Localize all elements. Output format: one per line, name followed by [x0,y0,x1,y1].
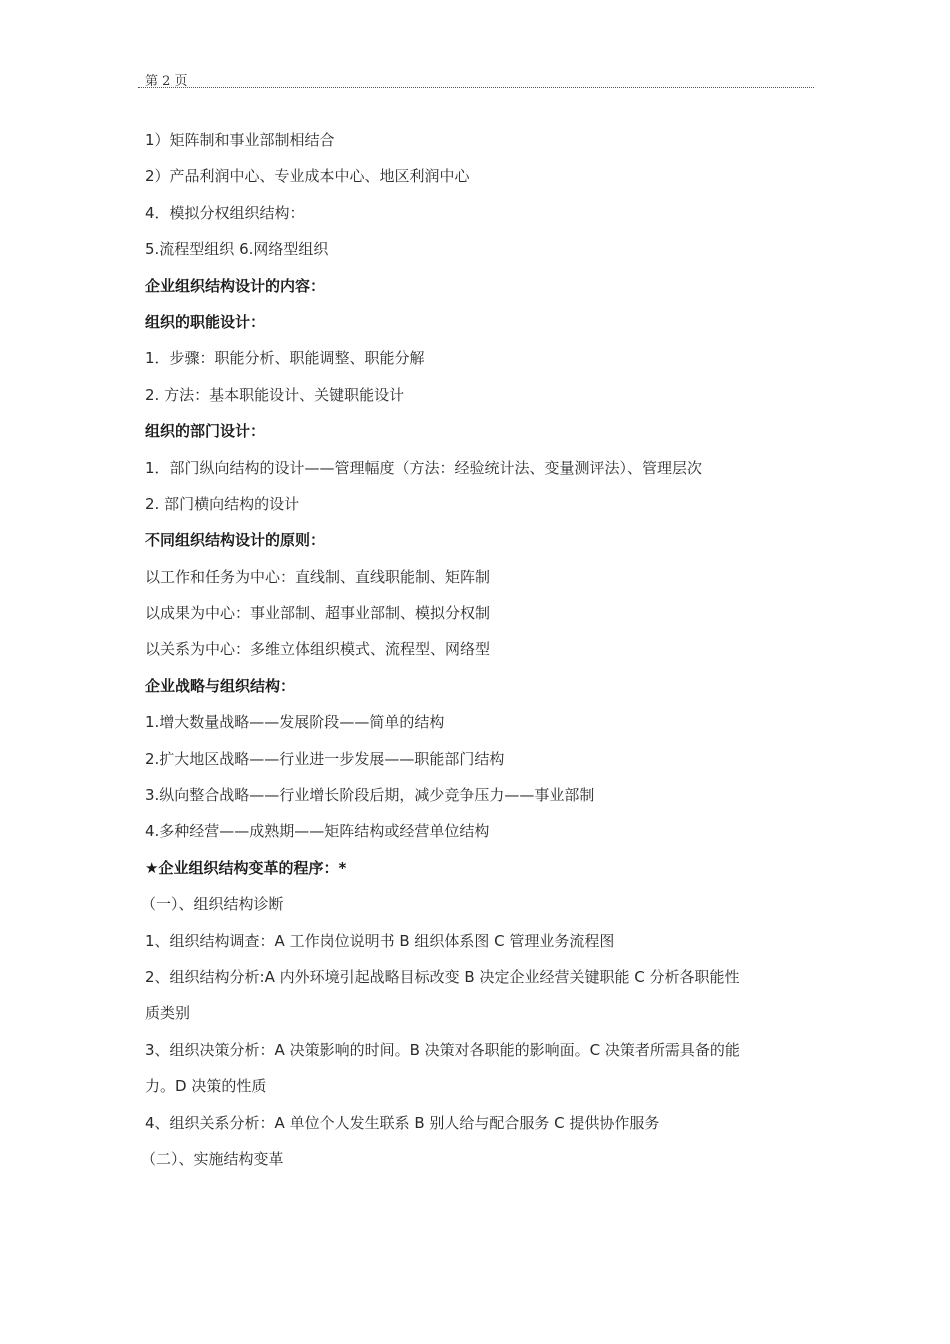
text-line: 质类别 [145,1004,191,1023]
page-number: 第 2 页 [145,74,188,89]
text-line: 4、组织关系分析：A 单位个人发生联系 B 别人给与配合服务 C 提供协作服务 [145,1113,660,1132]
text-line: 2）产品利润中心、专业成本中心、地区利润中心 [145,167,470,186]
section-heading-starred: ★企业组织结构变革的程序：* [145,858,347,877]
subsection-heading: （二）、实施结构变革 [141,1149,284,1168]
text-line: 1.增大数量战略——发展阶段——简单的结构 [145,713,445,732]
text-line: 以关系为中心：多维立体组织模式、流程型、网络型 [145,640,491,659]
text-line: 力。D 决策的性质 [145,1077,267,1096]
text-line: 2、组织结构分析:A 内外环境引起战略目标改变 B 决定企业经营关键职能 C 分析各职能性 [145,967,740,986]
text-line: 5.流程型组织 6.网络型组织 [145,240,329,259]
text-line: 以成果为中心：事业部制、超事业部制、模拟分权制 [145,604,491,623]
text-line: 3.纵向整合战略——行业增长阶段后期，减少竞争压力——事业部制 [145,786,595,805]
subsection-heading: （一）、组织结构诊断 [141,895,284,914]
document-body [141,122,810,1177]
text-line: 4.多种经营——成熟期——矩阵结构或经营单位结构 [145,822,490,841]
text-line: 2. 部门横向结构的设计 [145,494,300,513]
section-heading: 企业组织结构设计的内容： [145,276,326,295]
text-line: 3、组织决策分析：A 决策影响的时间。B 决策对各职能的影响面。C 决策者所需具备的能 [145,1040,740,1059]
text-line: 以工作和任务为中心：直线制、直线职能制、矩阵制 [145,567,491,586]
text-line: 1）矩阵制和事业部制相结合 [145,131,335,149]
page-header [138,68,814,88]
section-heading: 组织的部门设计： [145,422,266,441]
text-line: 1、组织结构调查：A 工作岗位说明书 B 组织体系图 C 管理业务流程图 [145,931,615,950]
text-line: 2.扩大地区战略——行业进一步发展——职能部门结构 [145,749,505,768]
text-line: 4．模拟分权组织结构： [145,203,305,222]
section-heading: 组织的职能设计： [145,312,266,331]
section-heading: 企业战略与组织结构： [145,676,296,695]
text-line: 1．部门纵向结构的设计——管理幅度（方法：经验统计法、变量测评法）、管理层次 [145,458,703,477]
text-line: 2. 方法：基本职能设计、关键职能设计 [145,385,405,404]
text-line: 1．步骤：职能分析、职能调整、职能分解 [145,349,425,368]
section-heading: 不同组织结构设计的原则： [145,531,326,550]
